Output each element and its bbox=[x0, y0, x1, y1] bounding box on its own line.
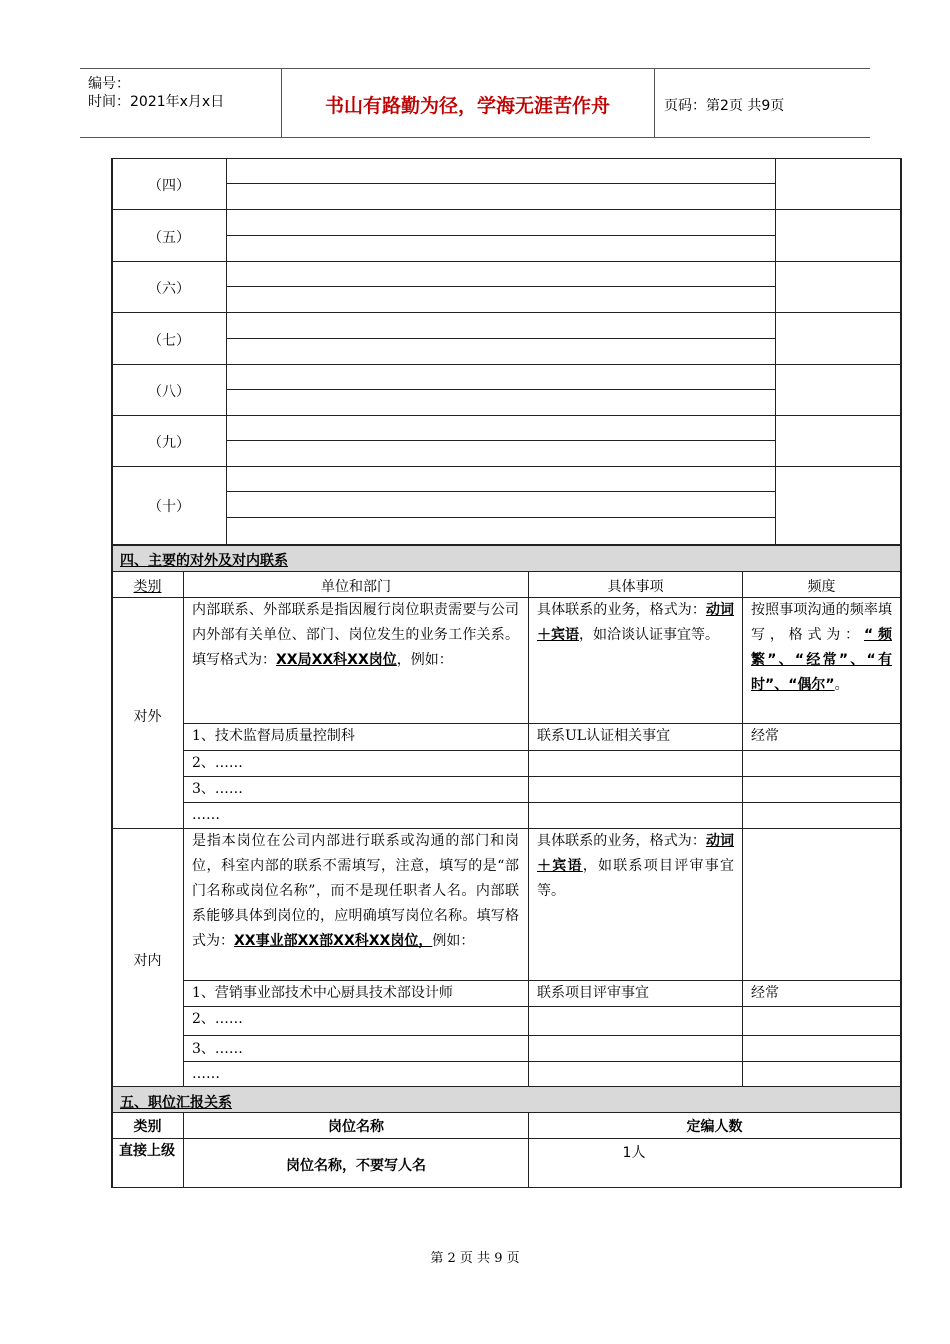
description-text: 内部联系、外部联系是指因履行岗位职责需要与公司内外部有关单位、部门、岗位发生的业务工作关系。 填写格式为： bbox=[192, 602, 519, 668]
column-header-category: 类别 bbox=[133, 1119, 162, 1135]
category-external: 对外 bbox=[133, 709, 162, 725]
table-border bbox=[112, 1187, 902, 1188]
sub-row-line bbox=[226, 338, 775, 339]
row-number: （五） bbox=[148, 230, 190, 246]
description-text: ，例如： bbox=[396, 652, 453, 668]
row-line bbox=[183, 750, 900, 751]
section-5-title: 五、职位汇报关系 bbox=[120, 1095, 232, 1111]
external-description bbox=[192, 598, 519, 673]
row-number: （八） bbox=[148, 384, 190, 400]
external-item-matter: 联系UL认证相关事宜 bbox=[537, 728, 671, 744]
external-item-unit: 1、技术监督局质量控制科 bbox=[192, 728, 355, 744]
row-line bbox=[112, 312, 900, 313]
external-item-unit: …… bbox=[192, 807, 220, 823]
format-example: 动词＋宾语 bbox=[537, 602, 735, 643]
row-number: （九） bbox=[148, 435, 190, 451]
row-line bbox=[183, 776, 900, 777]
sub-row-line bbox=[226, 517, 775, 518]
row-line bbox=[112, 261, 900, 262]
page-header bbox=[80, 68, 870, 138]
row-line bbox=[112, 1112, 900, 1113]
page-footer: 第 2 页 共 9 页 bbox=[430, 1251, 520, 1266]
frequency-text: 。 bbox=[834, 677, 849, 693]
row-line bbox=[112, 571, 900, 572]
row-line bbox=[112, 1138, 900, 1139]
column-header-matter: 具体事项 bbox=[607, 579, 664, 595]
external-item-unit: 2、…… bbox=[192, 755, 243, 771]
row-number: （十） bbox=[148, 499, 190, 515]
internal-item-frequency: 经常 bbox=[751, 985, 779, 1001]
table-border bbox=[112, 158, 902, 159]
matter-text: ，如联系项目评审事宜等。 bbox=[537, 858, 734, 899]
row-line bbox=[183, 1035, 900, 1036]
description-text: 是指本岗位在公司内部进行联系或沟通的部门和岗位，科室内部的联系不需填写，注意，填写的是“部门名称或岗位名称”，而不是现任职者人名。内部联系能够具体到岗位的，应明确填写岗位名称。填写格式为： bbox=[192, 833, 519, 949]
sub-row-line bbox=[226, 389, 775, 390]
column-line bbox=[775, 158, 776, 545]
row-number: （七） bbox=[148, 333, 190, 349]
row-number: （六） bbox=[148, 281, 190, 297]
row-line bbox=[112, 466, 900, 467]
internal-item-unit: 2、…… bbox=[192, 1011, 243, 1027]
internal-matter-note bbox=[537, 829, 734, 904]
internal-item-matter: 联系项目评审事宜 bbox=[537, 985, 649, 1001]
column-line bbox=[226, 158, 227, 545]
row-line bbox=[183, 802, 900, 803]
internal-item-unit: …… bbox=[192, 1066, 220, 1082]
sub-row-line bbox=[226, 183, 775, 184]
format-example: “频繁”、“经常”、“有时”、“偶尔” bbox=[751, 627, 892, 693]
matter-text: 具体联系的业务，格式为： bbox=[537, 833, 706, 849]
row-number: （四） bbox=[148, 178, 190, 194]
matter-text: ，如洽谈认证事宜等。 bbox=[579, 627, 719, 643]
matter-text: 具体联系的业务，格式为： bbox=[537, 602, 706, 618]
row-line bbox=[112, 364, 900, 365]
sub-row-line bbox=[226, 235, 775, 236]
row-line bbox=[183, 1006, 900, 1007]
header-divider bbox=[654, 69, 655, 137]
format-example: 动词＋宾语 bbox=[537, 833, 735, 874]
external-item-frequency: 经常 bbox=[751, 728, 779, 744]
category-internal: 对内 bbox=[133, 953, 162, 969]
superior-headcount: 1人 bbox=[622, 1145, 646, 1161]
external-item-unit: 3、…… bbox=[192, 781, 243, 797]
row-line bbox=[112, 415, 900, 416]
column-header-frequency: 频度 bbox=[807, 579, 836, 595]
sub-row-line bbox=[226, 440, 775, 441]
frequency-text: 按照事项沟通的频率填写，格式为： bbox=[751, 602, 892, 643]
table-border bbox=[900, 158, 902, 1188]
document-number: 编号： bbox=[88, 76, 130, 92]
sub-row-line bbox=[226, 286, 775, 287]
internal-item-unit: 1、营销事业部技术中心厨具技术部设计师 bbox=[192, 985, 453, 1001]
row-line bbox=[112, 209, 900, 210]
sub-row-line bbox=[226, 491, 775, 492]
external-frequency-note bbox=[751, 598, 892, 698]
column-header-unit: 单位和部门 bbox=[321, 579, 391, 595]
format-example: XX事业部XX部XX科XX岗位， bbox=[234, 933, 433, 949]
direct-superior-label: 直接上级 bbox=[119, 1143, 175, 1159]
external-matter-note bbox=[537, 598, 734, 648]
column-header-headcount: 定编人数 bbox=[686, 1119, 743, 1135]
header-page-number: 页码：第2页 共9页 bbox=[664, 98, 785, 114]
superior-position-name: 岗位名称，不要写人名 bbox=[286, 1158, 426, 1174]
header-motto: 书山有路勤为径，学海无涯苦作舟 bbox=[324, 95, 610, 117]
column-header-category: 类别 bbox=[133, 579, 162, 595]
description-text: 例如： bbox=[432, 933, 475, 949]
section-4-title: 四、主要的对外及对内联系 bbox=[120, 553, 288, 569]
internal-item-unit: 3、…… bbox=[192, 1041, 243, 1057]
internal-description bbox=[192, 829, 519, 954]
document-date: 时间：2021年x月x日 bbox=[88, 94, 225, 110]
column-header-position: 岗位名称 bbox=[328, 1119, 384, 1135]
row-line bbox=[183, 1061, 900, 1062]
format-example: XX局XX科XX岗位 bbox=[276, 652, 397, 668]
